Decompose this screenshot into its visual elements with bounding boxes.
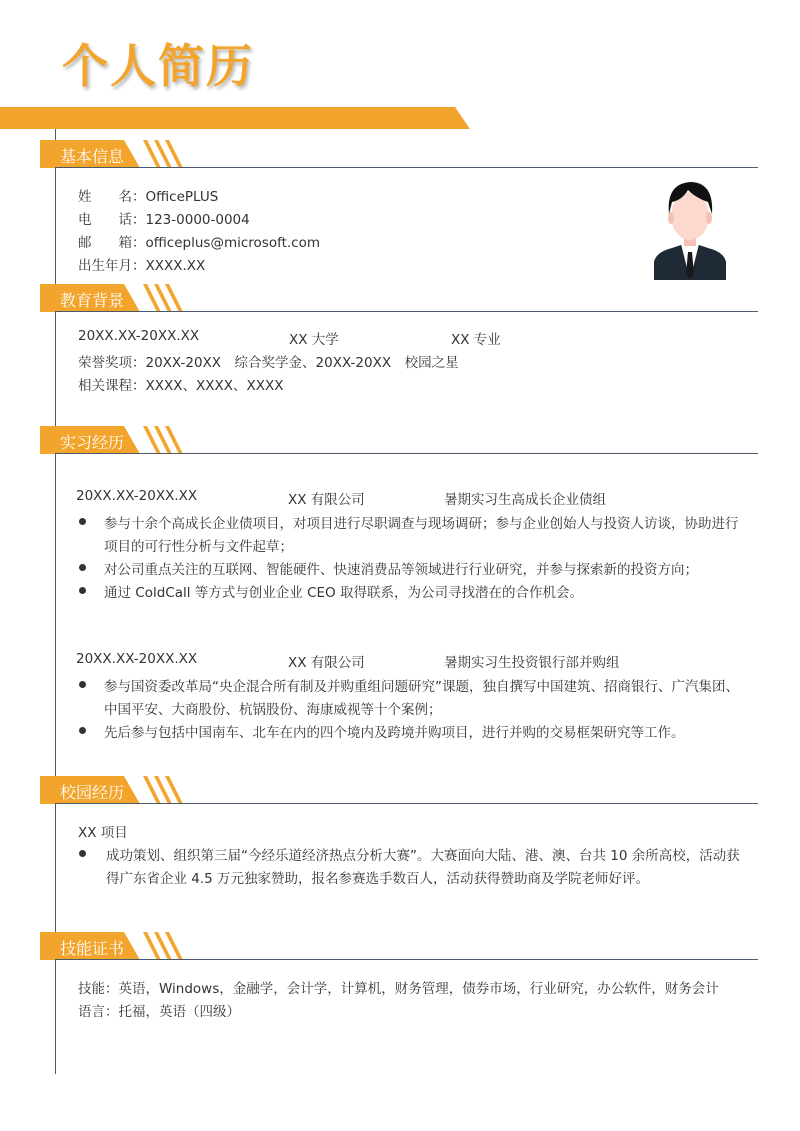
internship-1-bullet-3: 通过 ColdCall 等方式与创业企业 CEO 取得联系，为公司寻找潜在的合作机会。 — [104, 585, 583, 601]
phone-label: 电 话： — [78, 212, 146, 228]
internship-1-role: 暑期实习生高成长企业债组 — [444, 492, 606, 508]
skills-line: 技能：英语，Windows，金融学，会计学，计算机，财务管理，债券市场，行业研究，办公软件，财务会计 — [78, 981, 719, 997]
email-row — [78, 231, 320, 251]
section-title-campus: 校园经历 — [60, 783, 125, 802]
language-line: 语言：托福，英语（四级） — [78, 1004, 240, 1020]
birth-label: 出生年月： — [78, 258, 146, 274]
section-divider — [55, 803, 758, 804]
email-value: officeplus@microsoft.com — [145, 235, 321, 251]
internship-1-company: XX 有限公司 — [288, 492, 365, 508]
bullet-dot — [79, 518, 86, 525]
internship-1-bullet-1-line-2: 项目的可行性分析与文件起草； — [104, 539, 293, 555]
internship-2-bullet-2: 先后参与包括中国南车、北车在内的四个境内及跨境并购项目，进行并购的交易框架研究等工作。 — [104, 725, 685, 741]
section-header-basic — [40, 140, 185, 168]
education-school: XX 大学 — [289, 332, 339, 348]
section-title-skills: 技能证书 — [60, 939, 125, 958]
section-title-basic: 基本信息 — [60, 147, 125, 166]
internship-2-bullet-1-line-1: 参与国资委改革局“央企混合所有制及并购重组问题研究”课题，独自撰写中国建筑、招商银行、广汽集团、 — [104, 679, 739, 695]
user-avatar-icon — [648, 176, 733, 280]
section-header-skills — [40, 932, 185, 960]
internship-2-role: 暑期实习生投资银行部并购组 — [444, 655, 620, 671]
phone-row — [78, 208, 250, 228]
internship-2-date: 20XX.XX-20XX.XX — [76, 651, 198, 667]
internship-1-bullet-2: 对公司重点关注的互联网、智能硬件、快速消费品等领域进行行业研究，并参与探索新的投资方向； — [104, 562, 698, 578]
education-date: 20XX.XX-20XX.XX — [78, 328, 200, 344]
header-accent-bar — [0, 107, 470, 129]
internship-1-bullet-1-line-1: 参与十余个高成长企业债项目，对项目进行尽职调查与现场调研；参与企业创始人与投资人访谈，协助进行 — [104, 516, 739, 532]
internship-2-bullet-1-line-2: 中国平安、大商股份、杭锅股份、海康威视等十个案例； — [104, 702, 442, 718]
section-title-internship: 实习经历 — [60, 433, 125, 452]
education-major: XX 专业 — [451, 332, 501, 348]
campus-bullet-line-1: 成功策划、组织第三届“今经乐道经济热点分析大赛”。大赛面向大陆、港、澳、台共 10 余所高校，活动获 — [106, 848, 740, 864]
name-label: 姓 名： — [78, 189, 146, 205]
phone-value: 123-0000-0004 — [145, 212, 250, 228]
section-divider — [55, 959, 758, 960]
section-header-education — [40, 284, 185, 312]
campus-project: XX 项目 — [78, 825, 128, 841]
section-header-internship — [40, 426, 185, 454]
page-title: 个人简历 — [62, 39, 254, 93]
bullet-dot — [79, 587, 86, 594]
birth-value: XXXX.XX — [145, 258, 206, 274]
campus-bullet-line-2: 得广东省企业 4.5 万元独家赞助，报名参赛选手数百人，活动获得赞助商及学院老师好评。 — [106, 871, 650, 887]
section-title-education: 教育背景 — [60, 291, 125, 310]
section-divider — [55, 453, 758, 454]
name-value: OfficePLUS — [145, 189, 219, 205]
birth-row — [78, 254, 205, 274]
education-honors: 荣誉奖项：20XX-20XX 综合奖学金、20XX-20XX 校园之星 — [78, 355, 459, 371]
section-divider — [55, 167, 758, 168]
section-divider — [55, 311, 758, 312]
bullet-dot — [79, 850, 86, 857]
email-label: 邮 箱： — [78, 235, 146, 251]
bullet-dot — [79, 681, 86, 688]
internship-2-company: XX 有限公司 — [288, 655, 365, 671]
section-header-campus — [40, 776, 185, 804]
education-courses: 相关课程：XXXX、XXXX、XXXX — [78, 378, 284, 394]
internship-1-date: 20XX.XX-20XX.XX — [76, 488, 198, 504]
name-row — [78, 185, 218, 205]
bullet-dot — [79, 727, 86, 734]
bullet-dot — [79, 564, 86, 571]
